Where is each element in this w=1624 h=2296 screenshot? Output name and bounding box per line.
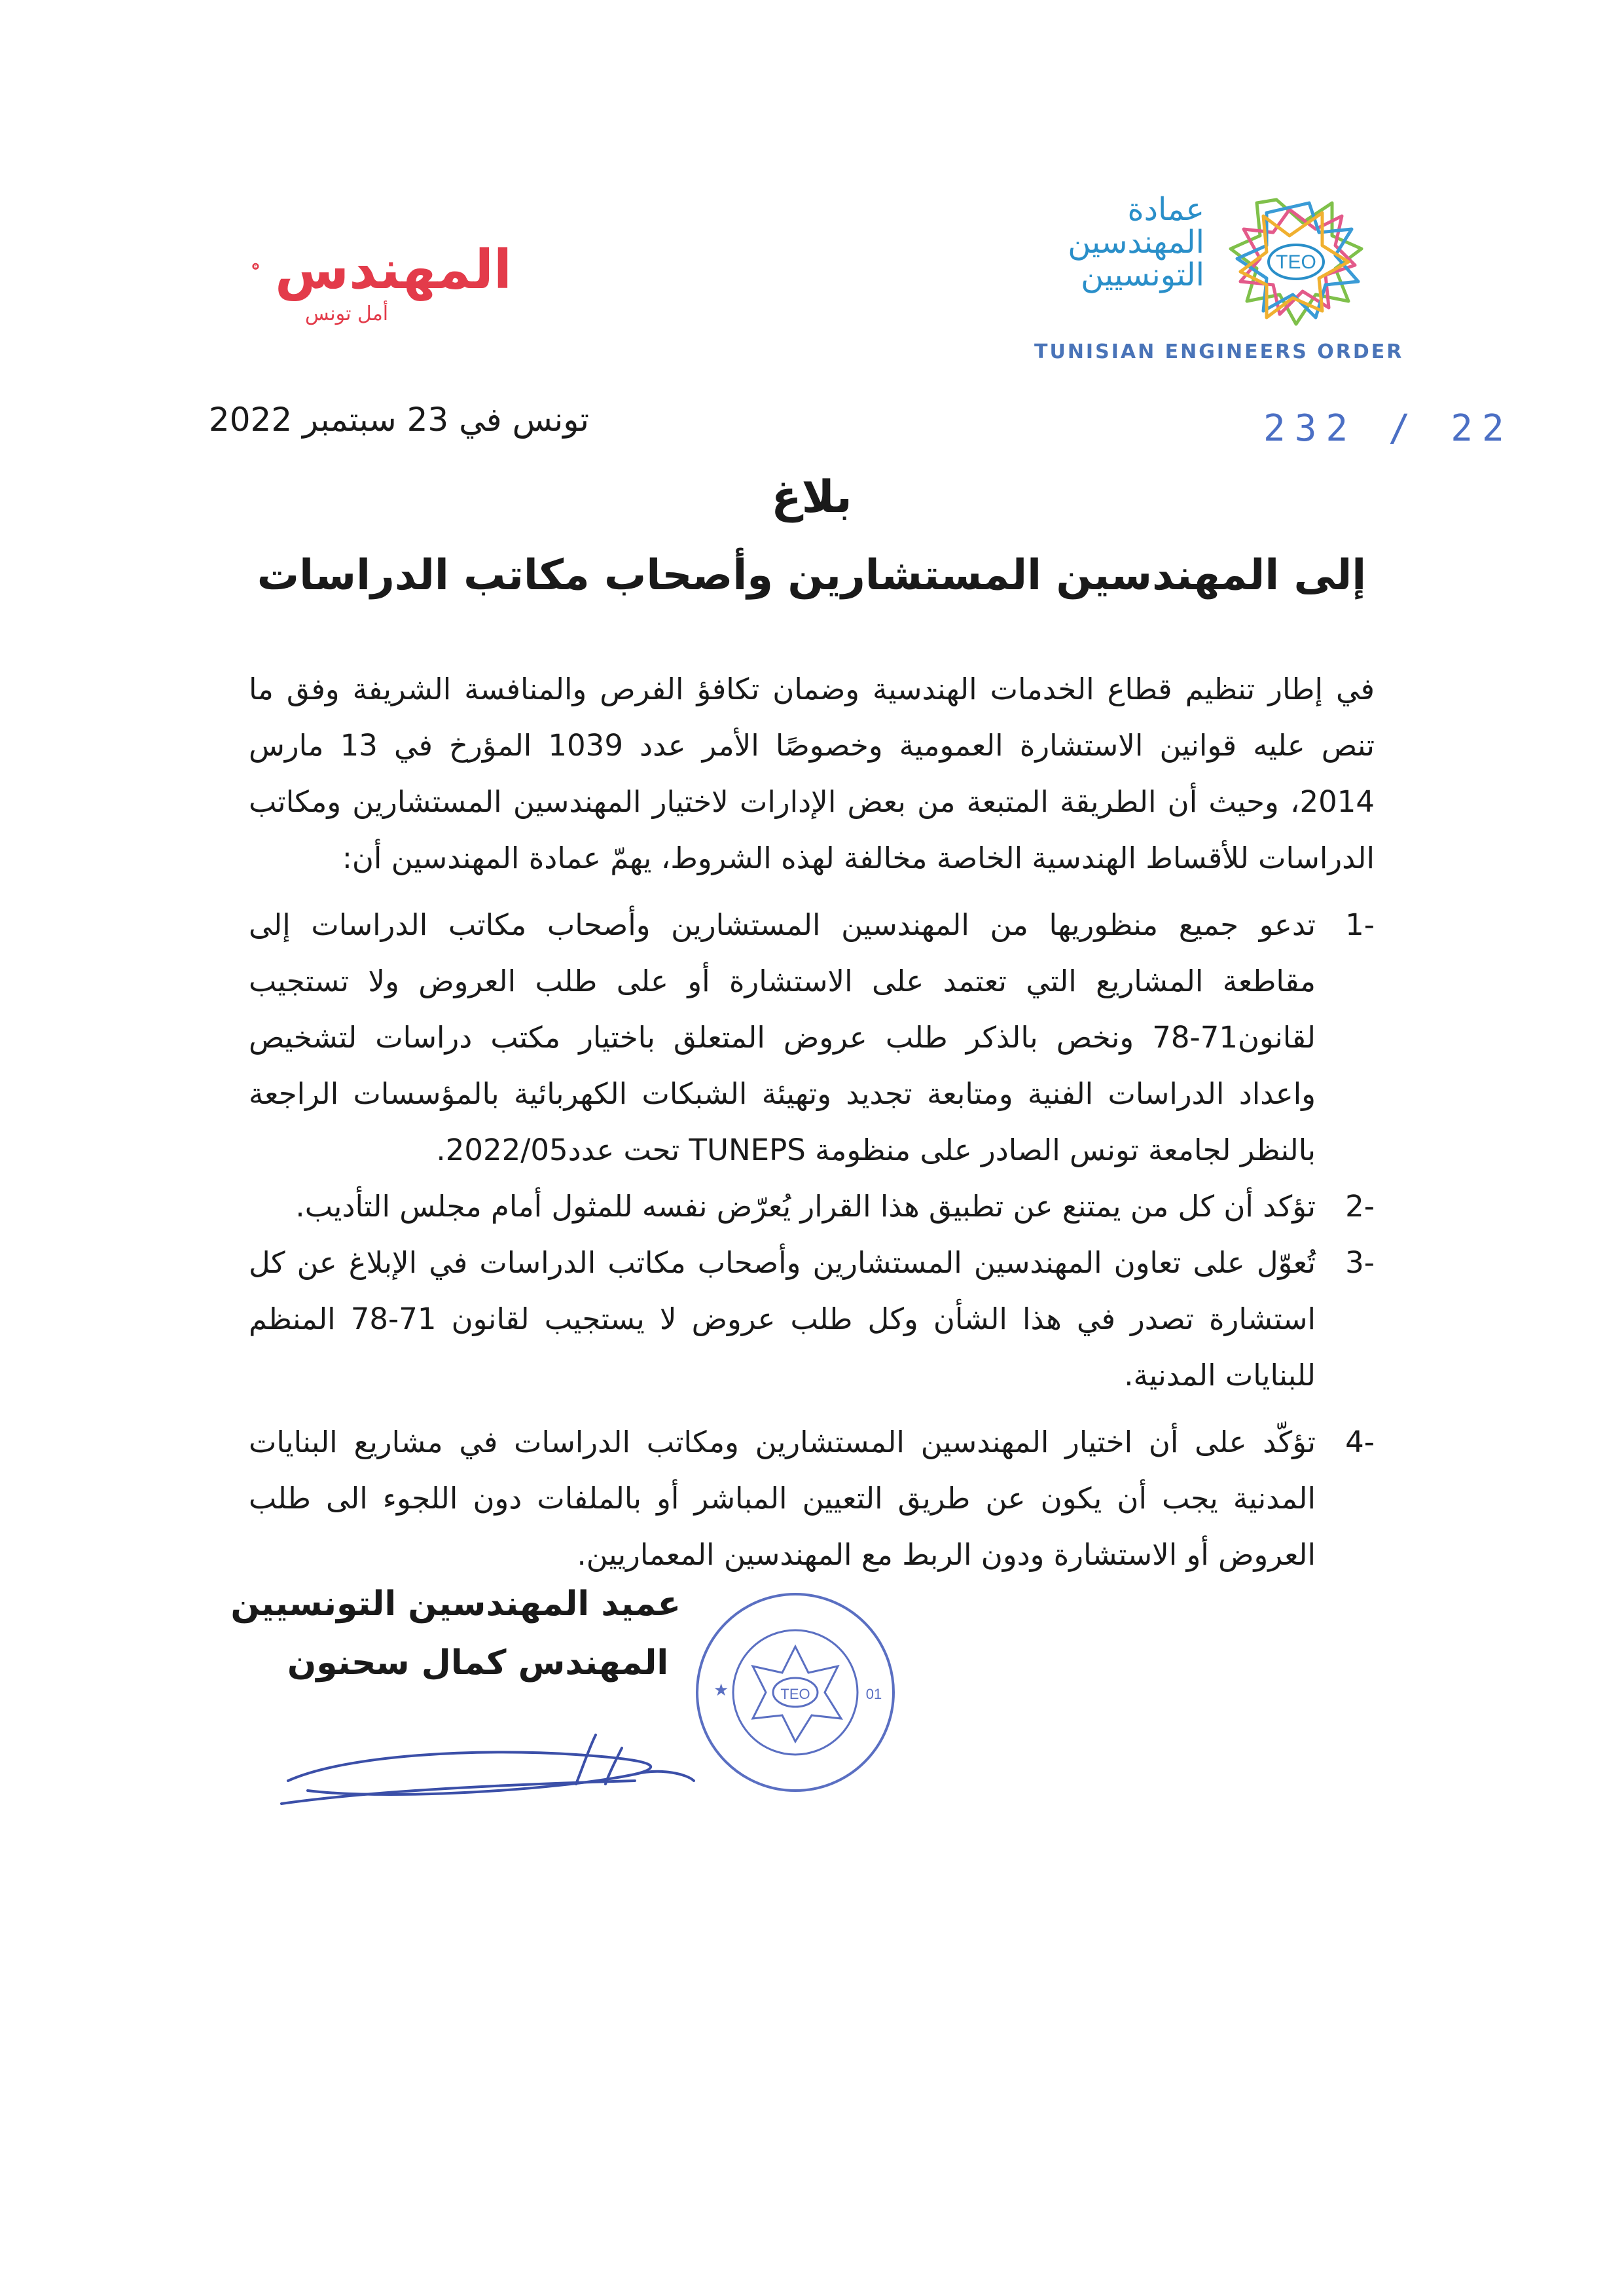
reference-number: 232 / 22 bbox=[1263, 407, 1513, 450]
document-date: تونس في 23 سبتمبر 2022 bbox=[208, 401, 589, 439]
org-name-english: TUNISIAN ENGINEERS ORDER bbox=[1034, 340, 1404, 363]
numbered-list bbox=[249, 897, 1375, 1583]
magazine-tagline: أمل تونس bbox=[305, 302, 389, 325]
list-item bbox=[249, 1235, 1375, 1404]
document-subtitle: إلى المهندسين المستشارين وأصحاب مكاتب الدراسات bbox=[257, 551, 1367, 600]
magazine-logo: المهندس bbox=[275, 239, 512, 301]
list-item-number: -3 bbox=[1345, 1245, 1375, 1280]
list-item-number: -4 bbox=[1345, 1425, 1375, 1459]
list-item bbox=[249, 1414, 1375, 1583]
stamp-acronym: TEO bbox=[780, 1686, 810, 1702]
signatory-title: عميد المهندسين التونسيين bbox=[230, 1584, 681, 1624]
list-item-text: تُعوّل على تعاون المهندسين المستشارين وأصحاب مكاتب الدراسات في الإبلاغ عن كل استشارة تصدر في هذا الشأن وكل طلب عروض لا يستجيب لقانون 71-78 المنظم للبنايات المدنية. bbox=[249, 1245, 1316, 1393]
document-title: بلاغ bbox=[771, 471, 852, 523]
list-item-number: -2 bbox=[1345, 1189, 1375, 1224]
stamp-number: 01 bbox=[865, 1686, 882, 1702]
list-item-text: تؤكّد على أن اختيار المهندسين المستشارين ومكاتب الدراسات في مشاريع البنايات المدنية يجب أن يكون عن طريق التعيين المباشر أو بالملفات دون اللجوء الى طلب العروض أو الاستشارة ودون الربط مع المهندسين المعماريين. bbox=[249, 1425, 1316, 1572]
teo-acronym: TEO bbox=[1276, 251, 1316, 273]
signatory-name: المهندس كمال سحنون bbox=[287, 1643, 669, 1683]
list-item-text: تدعو جميع منظوريها من المهندسين المستشارين وأصحاب مكاتب الدراسات إلى مقاطعة المشاريع التي تعتمد على الاستشارة أو على طلب العروض ولا تستجيب لقانون71-78 ونخص بالذكر طلب عروض المتعلق باختيار مكتب دراسات لتشخيص واعداد الدراسات الفنية ومتابعة تجديد وتهيئة الشبكات الكهربائية بالمؤسسات الراجعة بالنظر لجامعة تونس الصادر على منظومة TUNEPS تحت عدد2022/05. bbox=[249, 907, 1316, 1167]
handwritten-signature bbox=[268, 1676, 740, 1833]
intro-paragraph: في إطار تنظيم قطاع الخدمات الهندسية وضمان تكافؤ الفرص والمنافسة الشريفة وفق ما تنص عليه قوانين الاستشارة العمومية وخصوصًا الأمر عدد 1039 المؤرخ في 13 مارس 2014، وحيث أن الطريقة المتبعة من بعض الإدارات لاختيار المهندسين المستشارين ومكاتب الدراسات للأقساط الهندسية الخاصة مخالفة لهذه الشروط، يهمّ عمادة المهندسين أن: bbox=[249, 672, 1375, 875]
org-name-line2: المهندسين bbox=[1068, 224, 1204, 261]
list-item bbox=[249, 897, 1375, 1178]
org-name-line1: عمادة bbox=[1127, 191, 1204, 228]
org-name-line3: التونسيين bbox=[1081, 257, 1204, 293]
list-item-number: -1 bbox=[1345, 907, 1375, 942]
list-item bbox=[249, 1178, 1375, 1235]
org-name-arabic bbox=[1021, 193, 1204, 291]
list-item-text: تؤكد أن كل من يمتنع عن تطبيق هذا القرار يُعرّض نفسه للمثول أمام مجلس التأديب. bbox=[295, 1189, 1316, 1224]
official-stamp bbox=[687, 1584, 903, 1800]
stamp-star-icon: ★ bbox=[713, 1681, 729, 1700]
